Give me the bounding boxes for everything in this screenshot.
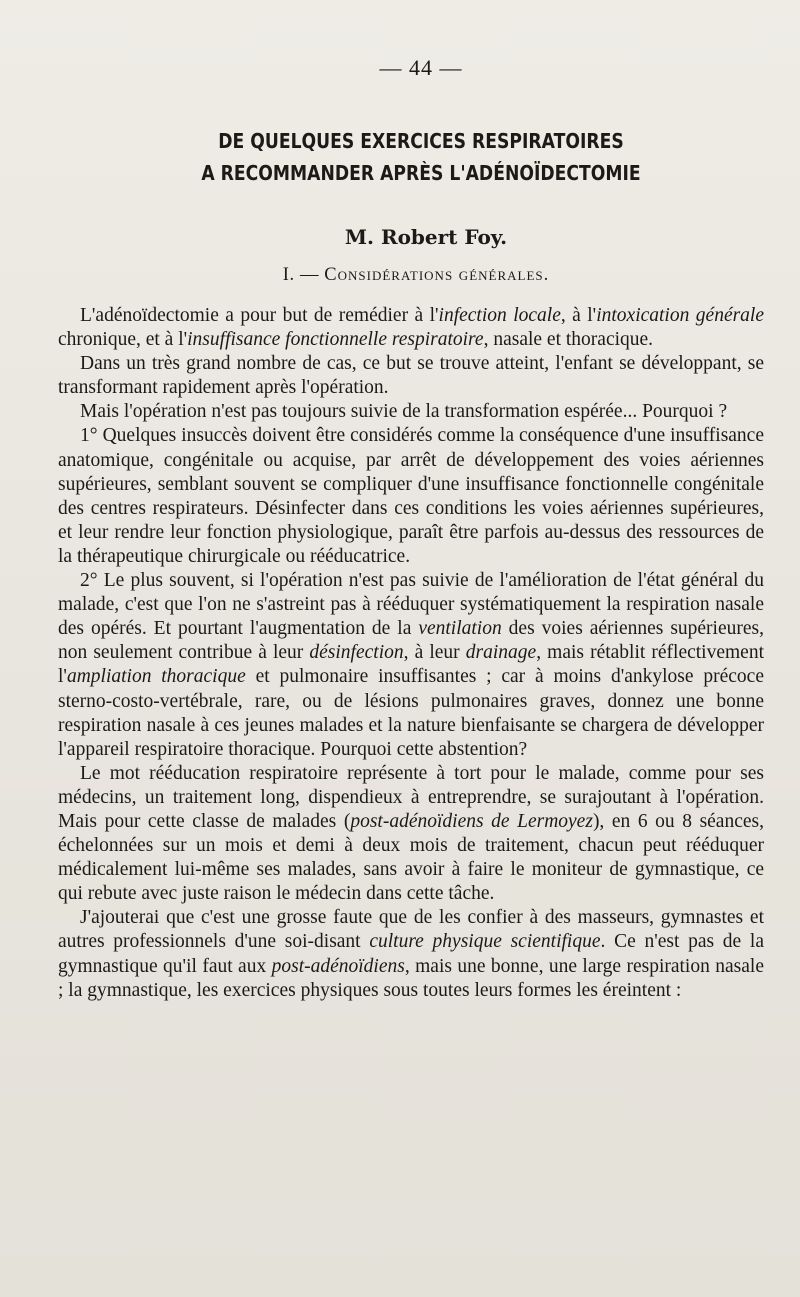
text-run: , à l' [560, 305, 597, 326]
paragraph [58, 569, 764, 762]
text-run: ), en 6 ou 8 séances, échelonnées sur un mois et demi à deux mois de traitement, chacun peut rééduquer médicalement lui-même ses malades, sans avoir à faire le moniteur de gymnastique, ce qui rebute avec juste raison le médecin dans cette tâche. [58, 810, 764, 905]
text-run: , à leur [403, 642, 466, 664]
text-run: Dans un très grand nombre de cas, ce but se trouve atteint, l'enfant se développant, se transformant rapidement après l'opération. [58, 353, 764, 399]
article-title [92, 125, 751, 189]
author-name: M. Robert Foy. [344, 225, 508, 249]
article-body [58, 304, 764, 1003]
text-run: et pulmonaire insuffisantes ; car à moins d'ankylose précoce sterno-costo-vertébrale, rare, ou de lésions pulmonaires graves, donnez une bonne respiration nasale à ces jeunes malades et la nature bienfaisante se chargera de développer l'appareil respiratoire thoracique. Pourquoi cette abstention? [58, 666, 764, 760]
italic-text: post-adénoïdiens de Lermoyez [350, 810, 593, 832]
text-run: , mais une bonne, une large respiration nasale ; la gymnastique, les exercices physiques sous toutes leurs formes les éreintent : [58, 955, 764, 1001]
text-run: des voies aériennes supérieures, non seulement contribue à leur [58, 618, 764, 664]
section-numeral: I. — [282, 265, 325, 285]
text-run: 2° Le plus souvent, si l'opération n'est pas suivie de l'amélioration de l'état général du malade, c'est que l'on ne s'astreint pas à rééduquer systématiquement la respiration nasale des opérés. Et pourtant l'augmentation de la [58, 570, 764, 640]
title-line-2: A RECOMMANDER APRÈS L'ADÉNOÏDECTOMIE [201, 161, 641, 185]
italic-text: ventilation [418, 618, 502, 640]
text-run: J'ajouterai que c'est une grosse faute que de les confier à des masseurs, gymnastes et autres professionnels d'une soi-disant [58, 907, 764, 953]
italic-text: post-adénoïdiens [271, 955, 405, 977]
paragraph [58, 762, 764, 907]
section-heading [68, 265, 764, 286]
text-run: chronique, et à l' [58, 329, 188, 351]
title-line-1: DE QUELQUES EXERCICES RESPIRATOIRES [218, 129, 624, 153]
text-run: . Ce n'est pas de la gymnastique qu'il faut aux [58, 931, 764, 977]
paragraph [58, 400, 764, 424]
page-number: — 44 — [379, 55, 463, 80]
paragraph [58, 906, 764, 1002]
text-run: Le mot rééducation respiratoire représente à tort pour le malade, comme pour ses médecins, un traitement long, dispendieux à entreprendre, se surajoutant à l'opération. Mais pour cette classe de malades ( [58, 762, 764, 832]
italic-text: drainage [465, 642, 537, 664]
text-run: , mais rétablit réflectivement l' [58, 642, 764, 688]
italic-text: ampliation thoracique [66, 666, 246, 688]
section-title: Considérations générales. [324, 265, 550, 285]
paragraph [58, 424, 764, 569]
paragraph [58, 352, 764, 400]
text-run: , nasale et thoracique. [483, 329, 654, 351]
text-run: L'adénoïdectomie a pour but de remédier à l' [80, 305, 439, 326]
paragraph [58, 304, 764, 352]
italic-text: culture physique scientifique [369, 931, 601, 953]
italic-text: insuffisance fonctionnelle respiratoire [187, 329, 484, 351]
italic-text: intoxication générale [596, 305, 765, 326]
italic-text: infection locale [438, 305, 561, 326]
italic-text: désinfection [309, 642, 404, 664]
text-run: Mais l'opération n'est pas toujours suivie de la transformation espérée... Pourquoi ? [80, 401, 728, 423]
text-run: 1° Quelques insuccès doivent être considérés comme la conséquence d'une insuffisance anatomique, congénitale ou acquise, par arrêt de développement des voies aériennes supérieures, semblant souvent se compliquer d'une insuffisance fonctionnelle congénitale des centres respirateurs. Désinfecter dans ces conditions les voies aériennes supérieures, et leur rendre leur fonction physiologique, paraît être parfois au-dessus des ressources de la thérapeutique chirurgicale ou rééducatrice. [58, 425, 764, 567]
